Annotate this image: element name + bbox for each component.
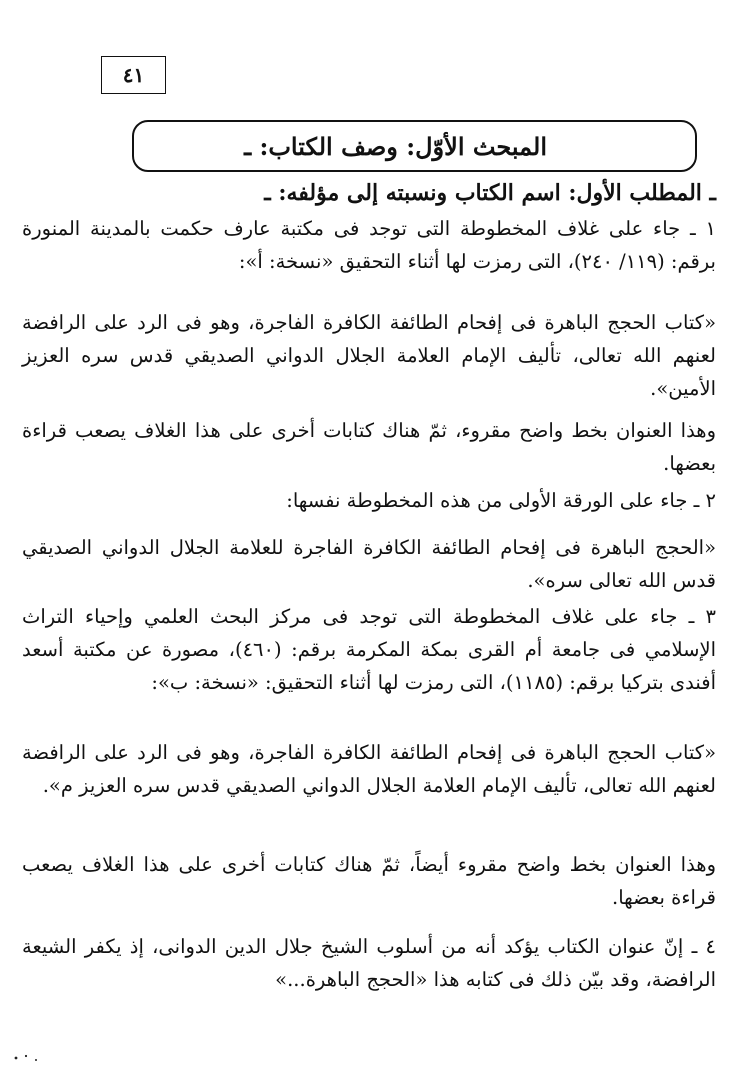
paragraph-8: وهذا العنوان بخط واضح مقروء أيضاً، ثمّ هناك كتابات أخرى على هذا الغلاف يصعب قراءة بعضها. bbox=[22, 853, 716, 909]
paragraph-2: «كتاب الحجج الباهرة فى إفحام الطائفة الكافرة الفاجرة، وهو فى الرد على الرافضة لعنهم الله تعالى، تأليف الإمام العلامة الجلال الدواني الصديقي قدس سره العزيز الأمين». bbox=[22, 311, 716, 400]
paragraph-1: ١ ـ جاء على غلاف المخطوطة التى توجد فى مكتبة عارف حكمت بالمدينة المنورة برقم: (١١٩/ ٢٤٠)، التى رمزت لها أثناء التحقيق «نسخة: أ»: bbox=[22, 217, 716, 273]
paragraph-7: «كتاب الحجج الباهرة فى إفحام الطائفة الكافرة الفاجرة، وهو فى الرد على الرافضة لعنهم الله تعالى، تأليف الإمام العلامة الجلال الدواني الصديقي قدس سره العزيز م». bbox=[22, 741, 716, 797]
scan-dust-marks bbox=[12, 1052, 42, 1064]
page-number: ٤١ bbox=[122, 63, 145, 87]
paragraph-9: ٤ ـ إنّ عنوان الكتاب يؤكد أنه من أسلوب الشيخ جلال الدين الدوانى، إذ يكفر الشيعة الرافضة، وقد بيّن ذلك فى كتابه هذا «الحجج الباهرة...» bbox=[22, 935, 716, 991]
paragraph-4: ٢ ـ جاء على الورقة الأولى من هذه المخطوطة نفسها: bbox=[286, 489, 716, 512]
paragraph-6: ٣ ـ جاء على غلاف المخطوطة التى توجد فى مركز البحث العلمي وإحياء التراث الإسلامي فى جامعة أم القرى بمكة المكرمة برقم: (٤٦٠)، مصورة عن مكتبة أسعد أفندى بتركيا برقم: (١١٨٥)، التى رمزت لها أثناء التحقيق: «نسخة: ب»: bbox=[22, 605, 717, 694]
paragraph-3: وهذا العنوان بخط واضح مقروء، ثمّ هناك كتابات أخرى على هذا الغلاف يصعب قراءة بعضها. bbox=[22, 419, 716, 475]
section-heading: المبحث الأوّل: وصف الكتاب: ـ bbox=[244, 131, 547, 161]
paragraph-5: «الحجج الباهرة فى إفحام الطائفة الكافرة الفاجرة للعلامة الجلال الدواني الصديقي قدس الله تعالى سره». bbox=[22, 536, 716, 592]
section-heading-box bbox=[132, 120, 697, 172]
subsection-heading: ـ المطلب الأول: اسم الكتاب ونسبته إلى مؤلفه: ـ bbox=[264, 180, 716, 206]
page-number-box bbox=[101, 56, 166, 94]
